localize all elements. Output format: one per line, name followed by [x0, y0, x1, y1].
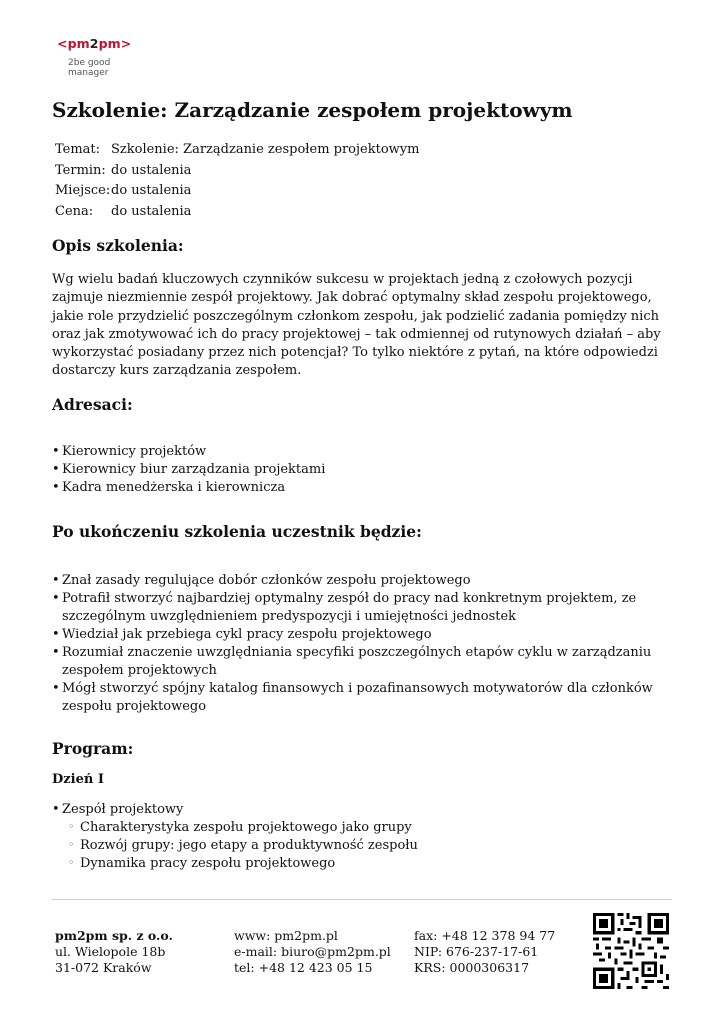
footer-krs: KRS: 0000306317	[414, 960, 530, 975]
outcomes-list	[52, 572, 692, 716]
logo-tagline: 2be good manager	[68, 58, 111, 78]
sub-list-item: ◦ Dynamika pracy zespołu projektowego	[62, 855, 692, 873]
info-row-topic	[55, 140, 419, 161]
info-label: Miejsce:	[55, 183, 111, 198]
footer-phone: tel: +48 12 423 05 15	[234, 960, 373, 975]
footer-email-link[interactable]: e-mail: biuro@pm2pm.pl	[234, 944, 391, 959]
program-topic: Zespół projektowy	[62, 802, 184, 817]
list-item	[52, 801, 692, 873]
list-item: • Potrafił stworzyć najbardziej optymalny zespół do pracy nad konkretnym projektem, ze szczególnym uwzględnieniem predyspozycji i umiejętności jednostek	[52, 590, 692, 626]
program-list	[52, 801, 692, 873]
footer-registration	[414, 928, 555, 976]
course-info-table	[55, 140, 419, 222]
footer-fax: fax: +48 12 378 94 77	[414, 928, 556, 943]
outcomes-heading: Po ukończeniu szkolenia uczestnik będzie:	[52, 522, 422, 541]
list-item: • Kierownicy biur zarządzania projektami	[52, 461, 692, 479]
list-item: • Kadra menedżerska i kierownicza	[52, 479, 692, 497]
footer-contact	[234, 928, 391, 976]
sub-list-item: ◦ Charakterystyka zespołu projektowego jako grupy	[62, 819, 692, 837]
info-value: do ustalenia	[111, 162, 192, 178]
page-title: Szkolenie: Zarządzanie zespołem projektowym	[52, 98, 573, 122]
list-item: • Kierownicy projektów	[52, 443, 692, 461]
list-item: • Rozumiał znaczenie uwzględniania specyfiki poszczególnych etapów cyklu w zarządzaniu zespołem projektowych	[52, 644, 692, 680]
info-label: Temat:	[55, 142, 101, 157]
info-row-price	[55, 202, 419, 223]
info-row-date	[55, 161, 419, 182]
subtopic-list	[62, 819, 692, 873]
audience-heading: Adresaci:	[52, 395, 133, 414]
program-heading: Program:	[52, 739, 134, 758]
footer-www-link[interactable]: www: pm2pm.pl	[234, 928, 338, 943]
description-text: Wg wielu badań kluczowych czynników sukcesu w projektach jedną z czołowych pozycji zajmuje niezmiennie zespół projektowy. Jak dobrać optymalny skład zespołu projektowego, jakie role przydzielić poszczególnym członkom zespołu, jak podzielić zadania pomiędzy nich oraz jak zmotywować ich do pracy projektowej – tak odmiennej od rutynowych działań – aby wykorzystać posiadany przez nich potencjał? To tylko niektóre z pytań, na które odpowiedzi dostarczy kurs zarządzania zespołem.	[52, 272, 661, 379]
footer-city: 31-072 Kraków	[55, 960, 152, 975]
list-item: • Mógł stworzyć spójny katalog finansowych i pozafinansowych motywatorów dla członków zespołu projektowego	[52, 680, 692, 716]
list-item: • Znał zasady regulujące dobór członków zespołu projektowego	[52, 572, 692, 590]
day-heading: Dzień I	[52, 772, 104, 787]
info-label: Cena:	[55, 203, 94, 219]
footer-company: pm2pm sp. z o.o.	[55, 928, 173, 943]
info-value: do ustalenia	[111, 183, 192, 198]
footer-address	[55, 928, 173, 976]
audience-list	[52, 443, 692, 497]
qr-code-icon	[593, 913, 669, 989]
sub-list-item: ◦ Rozwój grupy: jego etapy a produktywność zespołu	[62, 837, 692, 855]
list-item: • Wiedział jak przebiega cykl pracy zespołu projektowego	[52, 626, 692, 644]
footer-nip: NIP: 676-237-17-61	[414, 944, 539, 959]
info-value: do ustalenia	[111, 203, 192, 219]
info-label: Termin:	[55, 162, 106, 178]
footer-street: ul. Wielopole 18b	[55, 944, 166, 959]
logo-wordmark: <pm2pm>	[57, 36, 132, 51]
description-heading: Opis szkolenia:	[52, 236, 184, 255]
info-row-place	[55, 181, 419, 202]
company-logo	[57, 36, 137, 78]
footer-divider	[52, 899, 672, 900]
info-value: Szkolenie: Zarządzanie zespołem projektowym	[111, 142, 420, 157]
